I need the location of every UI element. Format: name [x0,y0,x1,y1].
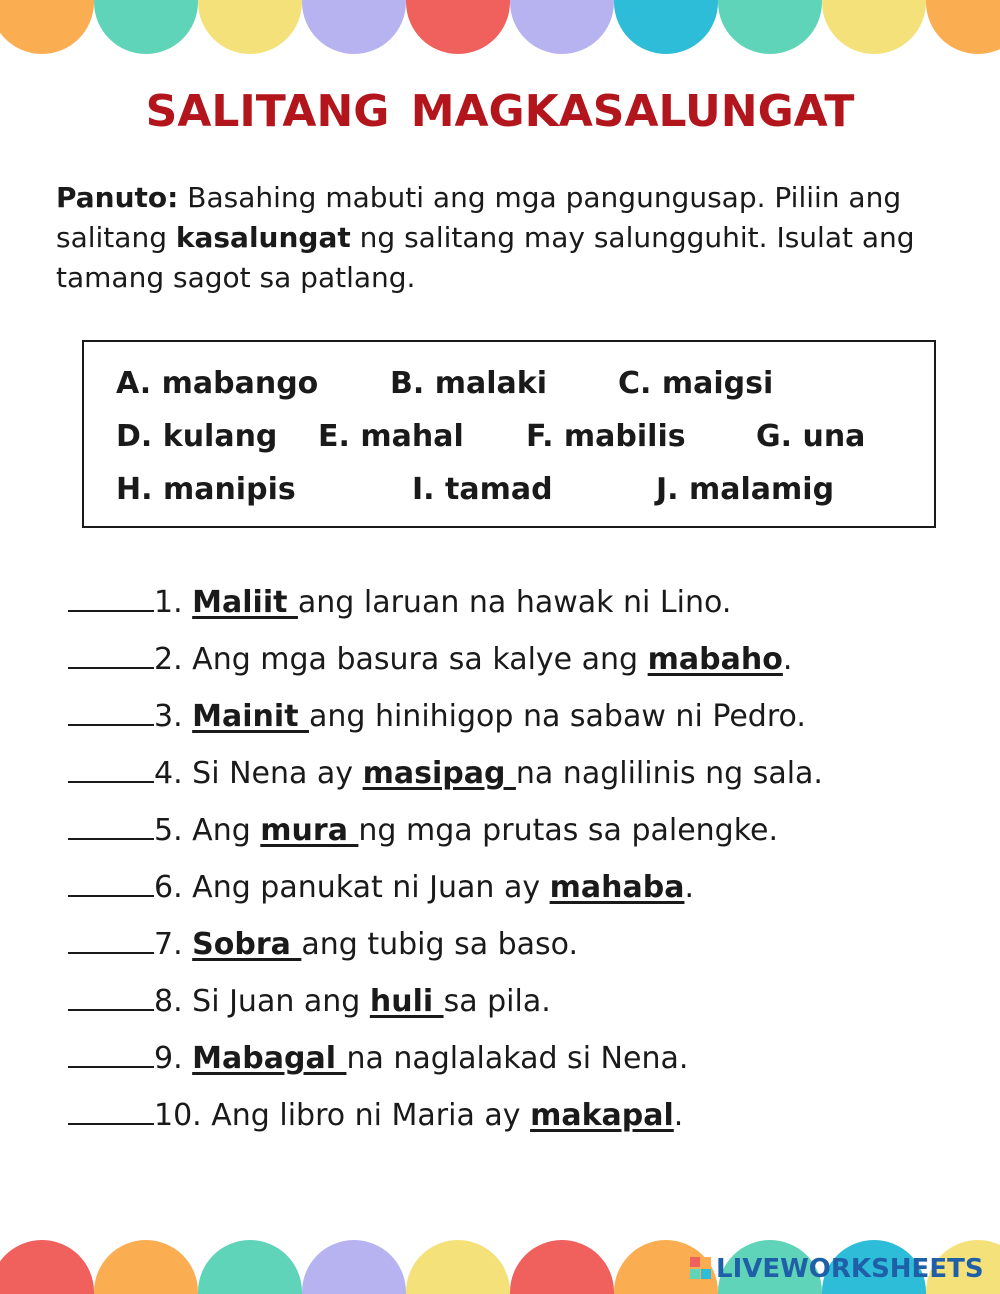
choice-g: G. una [756,419,866,454]
decoration-circle [822,0,926,54]
decoration-circle [302,0,406,54]
logo-text: LIVEWORKSHEETS [716,1254,984,1284]
question-number: 6. [154,870,193,905]
decoration-circle [926,0,1000,54]
decoration-circle [0,1240,94,1294]
question-number: 9. [154,1041,193,1076]
underlined-word: Mainit [192,699,309,734]
question-text-after: sa pila. [443,984,551,1019]
question-1 [68,576,731,620]
answer-blank-3[interactable] [68,690,154,726]
choice-f: F. mabilis [526,419,686,454]
question-5 [68,804,778,848]
decoration-circle [198,0,302,54]
decoration-circle [94,1240,198,1294]
question-text-after: na naglalakad si Nena. [346,1041,689,1076]
instructions-text-2: ng salitang may salungguhit. Isulat ang tamang sagot sa patlang. [56,221,915,294]
question-number: 5. [154,813,193,848]
answer-blank-4[interactable] [68,747,154,783]
decoration-circle [94,0,198,54]
question-7 [68,918,578,962]
worksheet-title: SALITANG MAGKASALUNGAT [145,86,855,137]
underlined-word: mahaba [549,870,685,905]
underlined-word: Maliit [192,585,298,620]
answer-blank-8[interactable] [68,975,154,1011]
question-text-after: . [673,1098,684,1133]
underlined-word: mura [260,813,359,848]
choice-d: D. kulang [116,419,278,454]
top-decoration [0,0,1000,58]
question-9 [68,1032,688,1076]
answer-blank-6[interactable] [68,861,154,897]
question-4 [68,747,823,791]
question-text-after: ang laruan na hawak ni Lino. [297,585,732,620]
question-text-after: na naglilinis ng sala. [515,756,823,791]
decoration-circle [510,0,614,54]
choice-h: H. manipis [116,472,296,507]
instructions-text-1: Basahing mabuti ang mga pangungusap. Piliin ang salitang [56,181,902,254]
question-6 [68,861,694,905]
answer-blank-2[interactable] [68,633,154,669]
decoration-circle [718,0,822,54]
answer-blank-9[interactable] [68,1032,154,1068]
question-text-after: ang hinihigop na sabaw ni Pedro. [308,699,806,734]
liveworksheets-logo[interactable] [690,1254,984,1284]
decoration-circle [614,0,718,54]
question-text-before: Si Nena ay [192,756,363,791]
underlined-word: Mabagal [192,1041,347,1076]
question-text-after: . [684,870,694,905]
decoration-circle [406,0,510,54]
underlined-word: makapal [530,1098,674,1133]
question-text-before: Ang libro ni Maria ay [211,1098,531,1133]
question-number: 1. [154,585,193,620]
question-text-after: . [782,642,793,677]
decoration-circle [406,1240,510,1294]
choice-j: J. malamig [656,472,835,507]
choice-a: A. mabango [116,366,319,401]
underlined-word: Sobra [192,927,302,962]
underlined-word: huli [369,984,444,1019]
choice-i: I. tamad [412,472,553,507]
question-text-before: Ang panukat ni Juan ay [192,870,550,905]
question-text-after: ng mga prutas sa palengke. [358,813,779,848]
instructions [56,178,976,298]
decoration-circle [302,1240,406,1294]
decoration-circle [510,1240,614,1294]
choice-e: E. mahal [318,419,464,454]
question-number: 4. [154,756,193,791]
underlined-word: masipag [362,756,516,791]
question-text-before: Ang mga basura sa kalye ang [192,642,648,677]
answer-blank-1[interactable] [68,576,154,612]
question-number: 7. [154,927,193,962]
question-3 [68,690,806,734]
question-text-before: Si Juan ang [192,984,370,1019]
question-8 [68,975,551,1019]
instructions-bold-word: kasalungat [175,221,351,254]
question-number: 8. [154,984,193,1019]
question-text-before: Ang [192,813,261,848]
question-number: 2. [154,642,193,677]
answer-blank-5[interactable] [68,804,154,840]
question-text-after: ang tubig sa baso. [301,927,579,962]
decoration-circle [0,0,94,54]
instructions-label: Panuto: [56,181,179,214]
underlined-word: mabaho [647,642,783,677]
choices-box [82,340,936,528]
answer-blank-7[interactable] [68,918,154,954]
question-number: 10. [154,1098,212,1133]
question-number: 3. [154,699,193,734]
choice-b: B. malaki [390,366,547,401]
choice-c: C. maigsi [618,366,774,401]
answer-blank-10[interactable] [68,1089,154,1125]
question-2 [68,633,792,677]
decoration-circle [198,1240,302,1294]
liveworksheets-logo-icon [690,1257,712,1281]
question-10 [68,1089,683,1133]
